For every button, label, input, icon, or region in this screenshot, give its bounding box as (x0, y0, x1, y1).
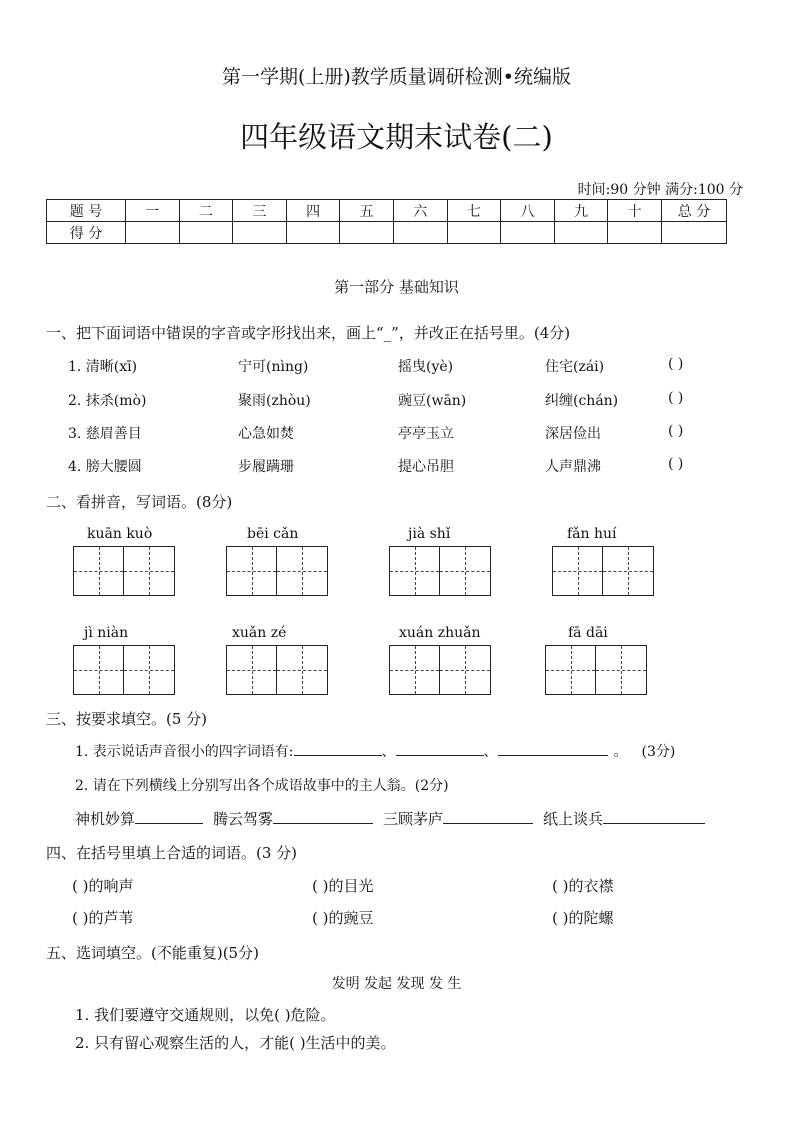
score-cell[interactable] (393, 222, 447, 244)
pinyin-label: fā dāi (568, 625, 608, 641)
answer-line[interactable] (498, 741, 608, 756)
table-cell: 三 (233, 200, 287, 222)
answer-paren[interactable]: ( ) (668, 456, 684, 472)
time-score-info: 时间:90 分钟 满分:100 分 (577, 182, 743, 198)
list-item: 2. 抹杀(mò) (68, 393, 147, 409)
idiom: 三顾茅庐 (383, 810, 444, 828)
answer-line[interactable] (603, 809, 705, 824)
answer-line[interactable] (135, 809, 203, 824)
pinyin-label: xuǎn zé (232, 625, 287, 641)
list-item: 提心吊胆 (398, 459, 454, 475)
writing-grid[interactable] (552, 546, 654, 596)
score-cell[interactable] (501, 222, 555, 244)
score-cell[interactable] (447, 222, 501, 244)
list-item[interactable]: ( )的响声 (72, 877, 134, 895)
list-item: 4. 膀大腰圆 (68, 459, 142, 475)
answer-line[interactable] (294, 741, 382, 756)
pinyin-label: kuān kuò (87, 526, 153, 542)
writing-grid[interactable] (73, 645, 175, 695)
list-item[interactable]: ( )的芦苇 (72, 909, 134, 927)
answer-line[interactable] (443, 809, 533, 824)
answer-paren[interactable]: ( ) (668, 423, 684, 439)
list-item: 纠缠(chán) (545, 393, 619, 409)
writing-grid[interactable] (545, 645, 647, 695)
writing-grid[interactable] (226, 546, 328, 596)
list-item[interactable]: 2. 只有留心观察生活的人，才能( )生活中的美。 (75, 1034, 396, 1052)
list-item[interactable]: ( )的衣襟 (552, 877, 614, 895)
answer-line[interactable] (273, 809, 373, 824)
writing-grid[interactable] (389, 546, 491, 596)
writing-grid[interactable] (73, 546, 175, 596)
list-item: 深居俭出 (545, 426, 601, 442)
list-item: 宁可(nìng) (238, 359, 309, 375)
list-item: 住宅(zái) (545, 359, 605, 375)
writing-grid[interactable] (226, 645, 328, 695)
exam-subtitle: 第一学期(上册)教学质量调研检测•统编版 (221, 66, 572, 88)
list-item[interactable]: ( )的豌豆 (312, 909, 374, 927)
part-title: 第一部分 基础知识 (334, 278, 459, 296)
idiom: 腾云驾雾 (213, 810, 274, 828)
idiom-row (75, 808, 705, 829)
table-cell: 六 (393, 200, 447, 222)
table-cell: 总 分 (662, 200, 727, 222)
answer-line[interactable] (396, 741, 484, 756)
list-item: 心急如焚 (238, 426, 294, 442)
pinyin-label: bēi cǎn (247, 526, 299, 542)
score-table (46, 199, 727, 244)
pinyin-label: xuán zhuǎn (399, 625, 481, 641)
table-cell: 题 号 (47, 200, 126, 222)
list-item[interactable]: ( )的陀螺 (552, 909, 614, 927)
item-score: (3分) (641, 744, 676, 760)
question-1-title: 一、把下面词语中错误的字音或字形找出来，画上“_”，并改正在括号里。(4分) (46, 324, 571, 342)
score-table-score-row (47, 222, 727, 244)
pinyin-label: jì niàn (84, 625, 129, 641)
question-3-item-1 (75, 741, 675, 761)
answer-paren[interactable]: ( ) (668, 390, 684, 406)
idiom: 神机妙算 (75, 810, 136, 828)
separator: 、 (483, 744, 498, 760)
score-cell[interactable] (126, 222, 180, 244)
score-cell[interactable] (286, 222, 340, 244)
question-4-title: 四、在括号里填上合适的词语。(3 分) (46, 844, 298, 862)
table-cell: 七 (447, 200, 501, 222)
table-cell: 九 (554, 200, 608, 222)
list-item: 摇曳(yè) (398, 359, 454, 375)
idiom: 纸上谈兵 (543, 810, 604, 828)
pinyin-label: fǎn huí (567, 526, 617, 542)
question-3-title: 三、按要求填空。(5 分) (46, 710, 208, 728)
table-cell: 一 (126, 200, 180, 222)
score-cell[interactable] (662, 222, 727, 244)
item-text: 1. 表示说话声音很小的四字词语有: (75, 744, 294, 760)
score-cell[interactable] (340, 222, 394, 244)
table-cell: 十 (608, 200, 662, 222)
list-item: 人声鼎沸 (545, 459, 601, 475)
question-3-item-2: 2. 请在下列横线上分别写出各个成语故事中的主人翁。(2分) (75, 778, 449, 794)
list-item: 豌豆(wān) (398, 393, 467, 409)
list-item: 亭亭玉立 (398, 426, 454, 442)
table-cell: 五 (340, 200, 394, 222)
separator: 、 (381, 744, 396, 760)
question-5-title: 五、选词填空。(不能重复)(5分) (46, 944, 259, 962)
question-2-title: 二、看拼音，写词语。(8分) (46, 493, 233, 511)
item-end: 。 (613, 744, 628, 760)
list-item[interactable]: 1. 我们要遵守交通规则，以免( )危险。 (75, 1006, 336, 1024)
list-item[interactable]: ( )的目光 (312, 877, 374, 895)
score-cell[interactable] (233, 222, 287, 244)
word-bank: 发明 发起 发现 发 生 (331, 976, 462, 992)
table-cell: 四 (286, 200, 340, 222)
list-item: 1. 清晰(xī) (68, 359, 138, 375)
table-cell: 八 (501, 200, 555, 222)
answer-paren[interactable]: ( ) (668, 356, 684, 372)
score-cell[interactable] (554, 222, 608, 244)
table-cell: 得 分 (47, 222, 126, 244)
pinyin-label: jià shǐ (408, 526, 451, 542)
list-item: 聚雨(zhòu) (238, 393, 311, 409)
score-cell[interactable] (179, 222, 233, 244)
list-item: 步履蹒珊 (238, 459, 294, 475)
score-table-header-row (47, 200, 727, 222)
table-cell: 二 (179, 200, 233, 222)
exam-title: 四年级语文期末试卷(二) (240, 120, 553, 154)
score-cell[interactable] (608, 222, 662, 244)
writing-grid[interactable] (389, 645, 491, 695)
list-item: 3. 慈眉善目 (68, 426, 142, 442)
